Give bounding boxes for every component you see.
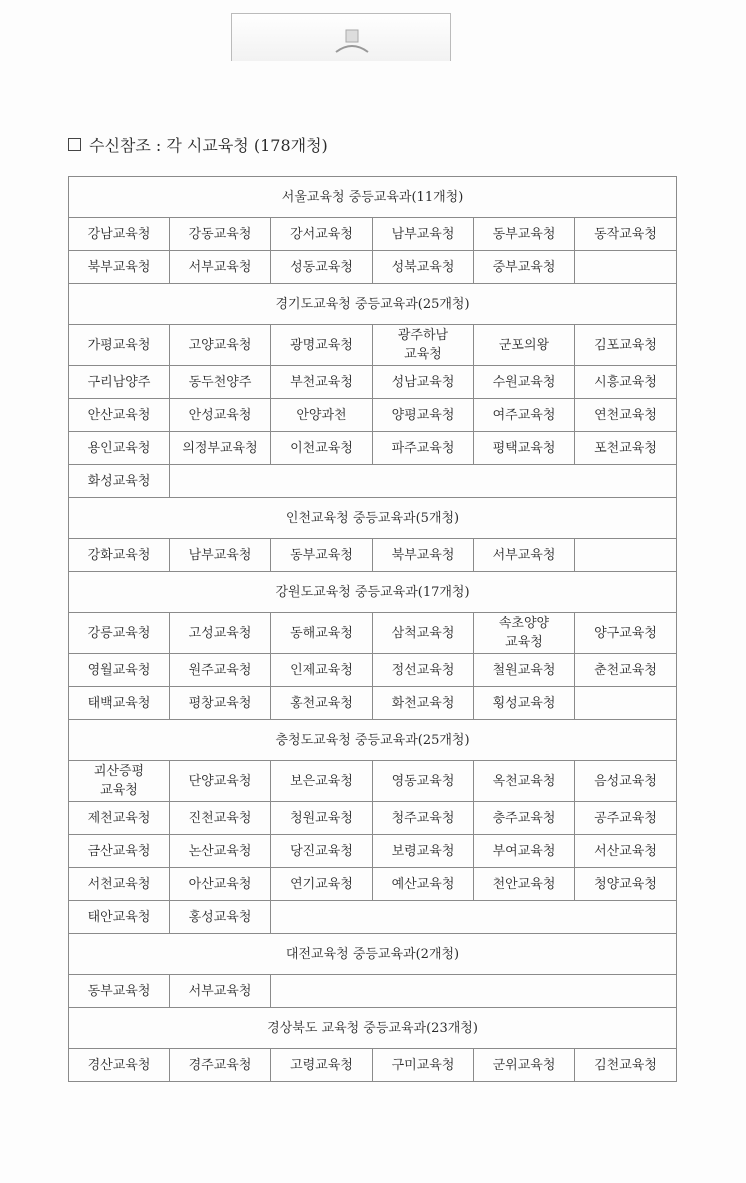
office-cell: 강릉교육청: [69, 613, 170, 654]
office-cell: 양구교육청: [575, 613, 677, 654]
table-row: [69, 761, 677, 802]
office-cell: 양평교육청: [373, 399, 474, 432]
office-cell: 태안교육청: [69, 901, 170, 934]
table-row: [69, 251, 677, 284]
office-cell: 청양교육청: [575, 868, 677, 901]
section-header-row: [69, 284, 677, 325]
office-cell: 연천교육청: [575, 399, 677, 432]
office-cell: 단양교육청: [170, 761, 271, 802]
section-title: 충청도교육청 중등교육과(25개청): [69, 720, 677, 761]
stamp-mark-icon: [332, 26, 372, 56]
office-cell: 원주교육청: [170, 654, 271, 687]
section-header-row: [69, 498, 677, 539]
office-cell: 동부교육청: [69, 975, 170, 1008]
office-cell: 당진교육청: [271, 835, 373, 868]
office-cell: 진천교육청: [170, 802, 271, 835]
office-cell: 의정부교육청: [170, 432, 271, 465]
office-cell: 남부교육청: [170, 539, 271, 572]
office-cell: 동작교육청: [575, 218, 677, 251]
office-cell: 강화교육청: [69, 539, 170, 572]
office-cell: 서부교육청: [170, 251, 271, 284]
office-cell: 북부교육청: [373, 539, 474, 572]
table-row: [69, 366, 677, 399]
office-cell: 동두천양주: [170, 366, 271, 399]
office-cell: 보은교육청: [271, 761, 373, 802]
table-row: [69, 399, 677, 432]
section-title: 경상북도 교육청 중등교육과(23개청): [69, 1008, 677, 1049]
office-cell: 경주교육청: [170, 1049, 271, 1082]
office-cell: 춘천교육청: [575, 654, 677, 687]
recipient-table-body: [69, 177, 677, 1082]
empty-cell: [271, 901, 677, 934]
office-cell: 화천교육청: [373, 687, 474, 720]
table-row: [69, 1049, 677, 1082]
office-cell: 부여교육청: [474, 835, 575, 868]
office-cell: 군위교육청: [474, 1049, 575, 1082]
office-cell: 여주교육청: [474, 399, 575, 432]
table-row: [69, 218, 677, 251]
office-cell: 청주교육청: [373, 802, 474, 835]
recipient-heading-text: 수신참조 : 각 시교육청 (178개청): [89, 136, 328, 155]
office-cell: 인제교육청: [271, 654, 373, 687]
table-row: [69, 835, 677, 868]
table-row: [69, 687, 677, 720]
empty-cell: [170, 465, 677, 498]
office-cell: 제천교육청: [69, 802, 170, 835]
office-cell: 충주교육청: [474, 802, 575, 835]
office-cell: 중부교육청: [474, 251, 575, 284]
office-cell: 안양과천: [271, 399, 373, 432]
office-cell: 공주교육청: [575, 802, 677, 835]
section-header-row: [69, 572, 677, 613]
section-title: 강원도교육청 중등교육과(17개청): [69, 572, 677, 613]
empty-cell: [575, 251, 677, 284]
table-row: [69, 613, 677, 654]
office-cell: 서천교육청: [69, 868, 170, 901]
office-cell: 금산교육청: [69, 835, 170, 868]
table-row: [69, 868, 677, 901]
recipient-table: [68, 176, 677, 1082]
office-cell: 부천교육청: [271, 366, 373, 399]
office-cell: 삼척교육청: [373, 613, 474, 654]
office-cell: 정선교육청: [373, 654, 474, 687]
section-header-row: [69, 1008, 677, 1049]
section-header-row: [69, 934, 677, 975]
table-row: [69, 654, 677, 687]
table-row: [69, 975, 677, 1008]
office-cell: 철원교육청: [474, 654, 575, 687]
office-cell: 평창교육청: [170, 687, 271, 720]
office-cell: 수원교육청: [474, 366, 575, 399]
office-cell: 고양교육청: [170, 325, 271, 366]
office-cell: 파주교육청: [373, 432, 474, 465]
section-title: 대전교육청 중등교육과(2개청): [69, 934, 677, 975]
document-stamp: [231, 13, 451, 61]
table-row: [69, 325, 677, 366]
office-cell: 동부교육청: [271, 539, 373, 572]
section-title: 경기도교육청 중등교육과(25개청): [69, 284, 677, 325]
office-cell: 예산교육청: [373, 868, 474, 901]
office-cell: 강남교육청: [69, 218, 170, 251]
office-cell: 용인교육청: [69, 432, 170, 465]
office-cell: 북부교육청: [69, 251, 170, 284]
office-cell: 김포교육청: [575, 325, 677, 366]
office-cell: 안산교육청: [69, 399, 170, 432]
office-cell: 논산교육청: [170, 835, 271, 868]
table-row: [69, 802, 677, 835]
empty-cell: [575, 539, 677, 572]
office-cell: 경산교육청: [69, 1049, 170, 1082]
section-title: 서울교육청 중등교육과(11개청): [69, 177, 677, 218]
office-cell: 동부교육청: [474, 218, 575, 251]
office-cell: 연기교육청: [271, 868, 373, 901]
office-cell: 성남교육청: [373, 366, 474, 399]
office-cell: 성동교육청: [271, 251, 373, 284]
section-header-row: [69, 720, 677, 761]
empty-cell: [575, 687, 677, 720]
office-cell: 광명교육청: [271, 325, 373, 366]
office-cell: 화성교육청: [69, 465, 170, 498]
office-cell: 안성교육청: [170, 399, 271, 432]
office-cell: 청원교육청: [271, 802, 373, 835]
table-row: [69, 465, 677, 498]
office-cell: 강동교육청: [170, 218, 271, 251]
office-cell: 홍성교육청: [170, 901, 271, 934]
checkbox-square-icon: [68, 138, 81, 151]
office-cell: 고성교육청: [170, 613, 271, 654]
office-cell: 이천교육청: [271, 432, 373, 465]
office-cell: 구리남양주: [69, 366, 170, 399]
office-cell: 동해교육청: [271, 613, 373, 654]
office-cell: 가평교육청: [69, 325, 170, 366]
office-cell: 남부교육청: [373, 218, 474, 251]
office-cell: 음성교육청: [575, 761, 677, 802]
table-row: [69, 432, 677, 465]
table-row: [69, 539, 677, 572]
office-cell: 서산교육청: [575, 835, 677, 868]
office-cell: 구미교육청: [373, 1049, 474, 1082]
office-cell: 서부교육청: [170, 975, 271, 1008]
office-cell: 평택교육청: [474, 432, 575, 465]
office-cell: 포천교육청: [575, 432, 677, 465]
office-cell: 시흥교육청: [575, 366, 677, 399]
office-cell: 속초양양 교육청: [474, 613, 575, 654]
office-cell: 광주하남 교육청: [373, 325, 474, 366]
office-cell: 홍천교육청: [271, 687, 373, 720]
section-title: 인천교육청 중등교육과(5개청): [69, 498, 677, 539]
empty-cell: [271, 975, 677, 1008]
office-cell: 성북교육청: [373, 251, 474, 284]
office-cell: 군포의왕: [474, 325, 575, 366]
office-cell: 괴산증평 교육청: [69, 761, 170, 802]
office-cell: 영동교육청: [373, 761, 474, 802]
office-cell: 강서교육청: [271, 218, 373, 251]
office-cell: 영월교육청: [69, 654, 170, 687]
office-cell: 고령교육청: [271, 1049, 373, 1082]
office-cell: 옥천교육청: [474, 761, 575, 802]
office-cell: 아산교육청: [170, 868, 271, 901]
office-cell: 횡성교육청: [474, 687, 575, 720]
office-cell: 보령교육청: [373, 835, 474, 868]
recipient-heading: [68, 133, 328, 156]
office-cell: 서부교육청: [474, 539, 575, 572]
table-row: [69, 901, 677, 934]
office-cell: 천안교육청: [474, 868, 575, 901]
office-cell: 태백교육청: [69, 687, 170, 720]
office-cell: 김천교육청: [575, 1049, 677, 1082]
section-header-row: [69, 177, 677, 218]
